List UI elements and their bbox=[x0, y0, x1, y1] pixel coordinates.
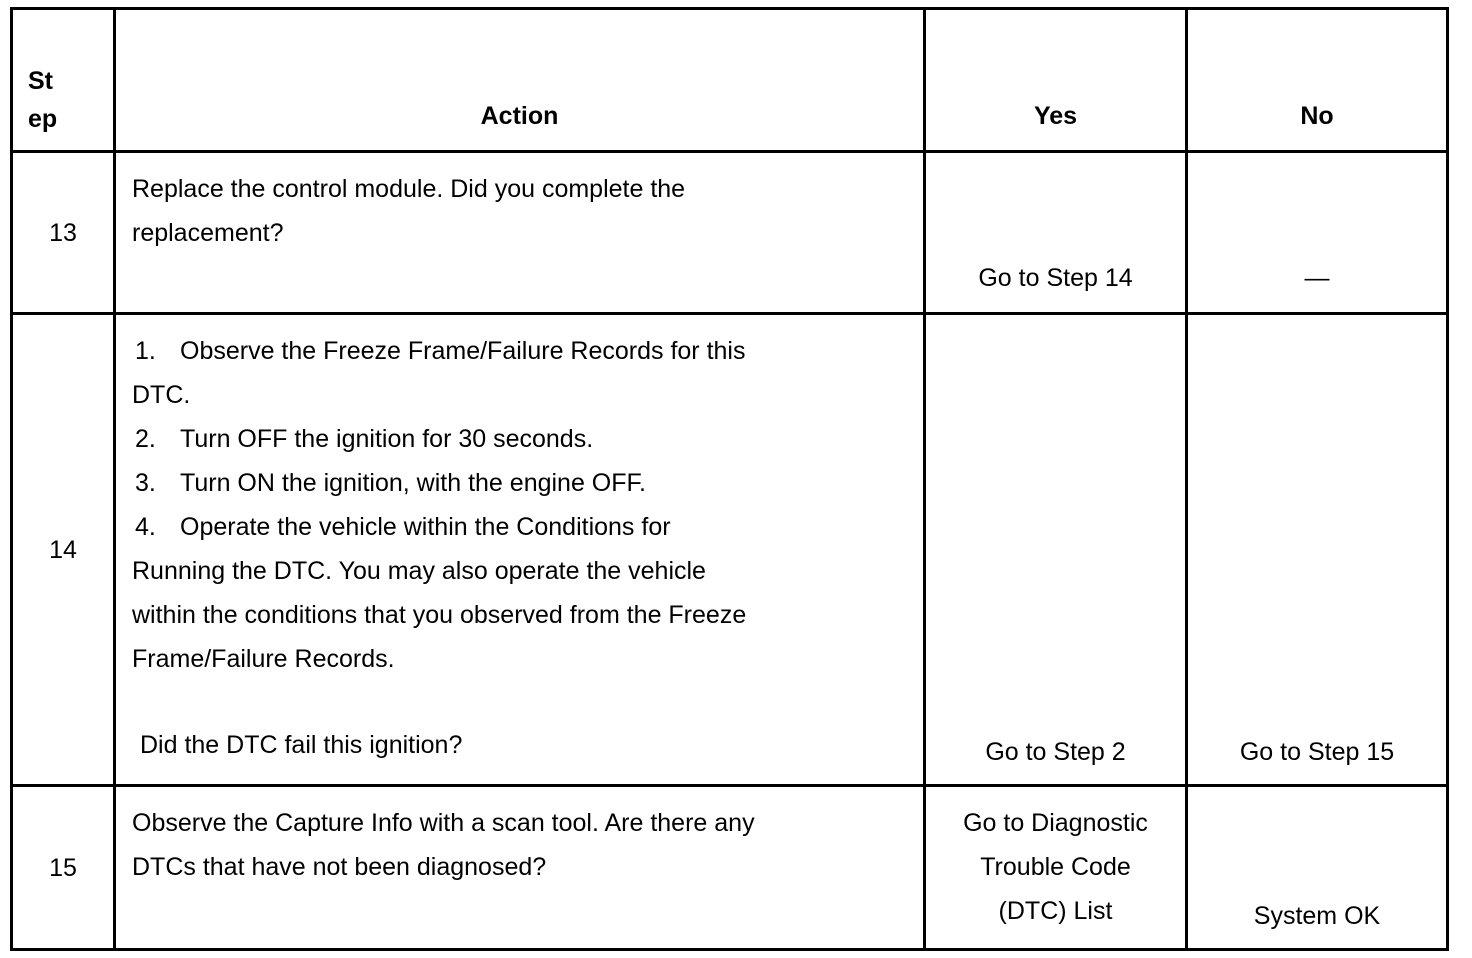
action-line: Observe the Capture Info with a scan tool. Are there any bbox=[132, 809, 755, 837]
item-text: Observe the Freeze Frame/Failure Records for this bbox=[180, 337, 746, 365]
step-header-line1: St bbox=[28, 67, 53, 95]
action-step-item bbox=[132, 505, 923, 549]
step-number: 13 bbox=[12, 152, 115, 314]
yes-cell: Go to Step 2 bbox=[925, 314, 1187, 786]
no-cell: — bbox=[1187, 152, 1448, 314]
header-row bbox=[12, 9, 1448, 152]
action-header: Action bbox=[115, 9, 925, 152]
action-step-item bbox=[132, 329, 923, 373]
item-text: Turn ON the ignition, with the engine OFF. bbox=[180, 469, 646, 497]
diagnostic-table bbox=[10, 7, 1449, 951]
yes-line: (DTC) List bbox=[998, 897, 1113, 925]
action-line: Frame/Failure Records. bbox=[132, 645, 395, 673]
action-line: DTC. bbox=[132, 381, 191, 409]
action-question: Did the DTC fail this ignition? bbox=[140, 731, 463, 759]
step-number: 14 bbox=[12, 314, 115, 786]
item-number: 3. bbox=[135, 469, 156, 497]
action-line: replacement? bbox=[132, 219, 284, 247]
action-line: Running the DTC. You may also operate the vehicle bbox=[132, 557, 706, 585]
action-step-item bbox=[132, 417, 923, 461]
no-header: No bbox=[1187, 9, 1448, 152]
yes-cell bbox=[925, 786, 1187, 950]
no-cell: Go to Step 15 bbox=[1187, 314, 1448, 786]
action-step-item bbox=[132, 461, 923, 505]
item-text: Operate the vehicle within the Conditions for bbox=[180, 513, 671, 541]
action-cell bbox=[115, 152, 925, 314]
yes-cell: Go to Step 14 bbox=[925, 152, 1187, 314]
action-line: DTCs that have not been diagnosed? bbox=[132, 853, 547, 881]
item-number: 4. bbox=[135, 513, 156, 541]
step-header-line2: ep bbox=[28, 105, 58, 133]
item-number: 2. bbox=[135, 425, 156, 453]
yes-line: Go to Diagnostic bbox=[963, 809, 1148, 837]
action-cell bbox=[115, 314, 925, 786]
action-line: within the conditions that you observed from the Freeze bbox=[132, 601, 747, 629]
action-line: Replace the control module. Did you complete the bbox=[132, 175, 686, 203]
table-row-step-14 bbox=[12, 314, 1448, 786]
step-number: 15 bbox=[12, 786, 115, 950]
no-cell: System OK bbox=[1187, 786, 1448, 950]
table-row-step-13 bbox=[12, 152, 1448, 314]
action-cell bbox=[115, 786, 925, 950]
yes-line: Trouble Code bbox=[980, 853, 1131, 881]
item-text: Turn OFF the ignition for 30 seconds. bbox=[180, 425, 594, 453]
item-number: 1. bbox=[135, 337, 156, 365]
spacer bbox=[132, 681, 923, 723]
yes-header: Yes bbox=[925, 9, 1187, 152]
table-row-step-15 bbox=[12, 786, 1448, 950]
step-header bbox=[12, 9, 115, 152]
